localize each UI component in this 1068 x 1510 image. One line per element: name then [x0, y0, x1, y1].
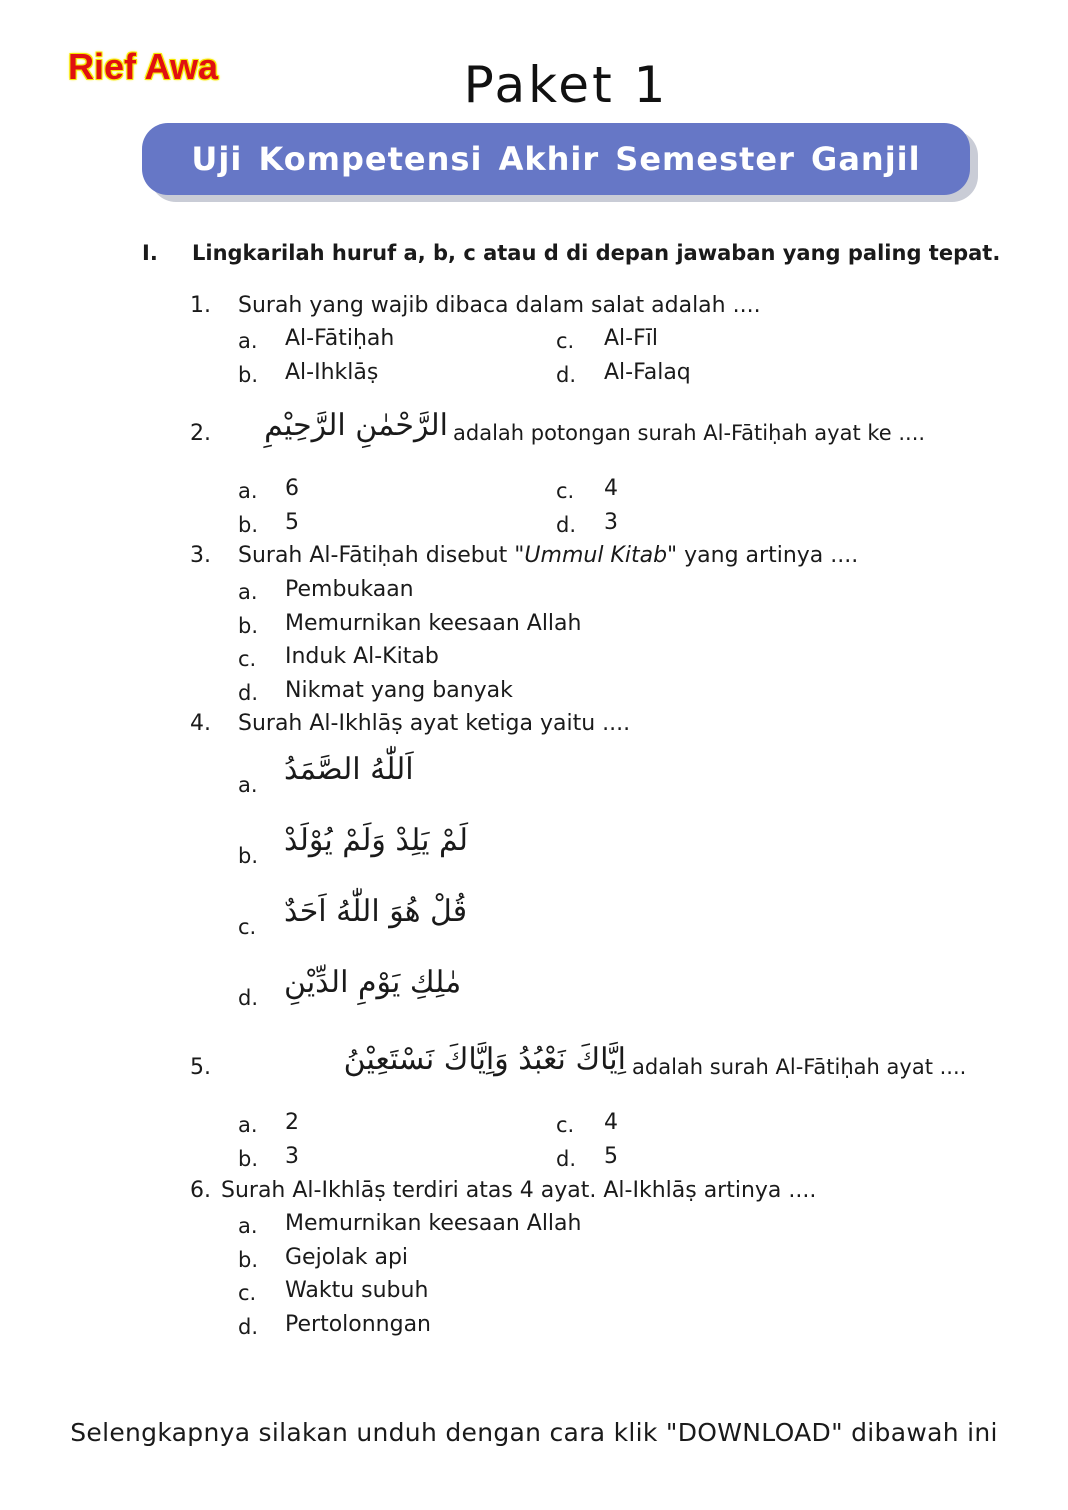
- q6-label-b: b.: [238, 1248, 259, 1272]
- question-2-number: 2.: [190, 421, 211, 446]
- q5-label-a: a.: [238, 1113, 258, 1137]
- q3-label-d: d.: [238, 681, 259, 705]
- q5-arabic-text: اِيَّاكَ نَعْبُدُ وَاِيَّاكَ نَسْتَعِيْنُ: [343, 1042, 626, 1077]
- q1-label-c: c.: [556, 329, 575, 353]
- question-6-number: 6.: [190, 1178, 211, 1203]
- exam-banner: Uji Kompetensi Akhir Semester Ganjil: [142, 123, 970, 195]
- q2-label-a: a.: [238, 479, 258, 503]
- q4-label-a: a.: [238, 773, 258, 797]
- q5-label-d: d.: [556, 1147, 577, 1171]
- q6-option-a: Memurnikan keesaan Allah: [285, 1211, 582, 1236]
- q3-option-b: Memurnikan keesaan Allah: [285, 611, 582, 636]
- q3-option-c: Induk Al-Kitab: [285, 644, 439, 669]
- q1-label-d: d.: [556, 363, 577, 387]
- q4-option-a-arabic: اَللّٰهُ الصَّمَدُ: [284, 752, 414, 787]
- question-6-text: Surah Al-Ikhlāṣ terdiri atas 4 ayat. Al-Ikhlāṣ artinya ....: [221, 1178, 817, 1203]
- q3-text-after: " yang artinya ....: [667, 543, 859, 568]
- section-text: Lingkarilah huruf a, b, c atau d di depan jawaban yang paling tepat.: [192, 241, 1001, 265]
- q3-text-before: Surah Al-Fātiḥah disebut ": [238, 543, 525, 568]
- q5-option-a: 2: [285, 1110, 299, 1135]
- brand-watermark: Rief Awa: [68, 46, 219, 87]
- q3-label-a: a.: [238, 580, 258, 604]
- q5-label-c: c.: [556, 1113, 575, 1137]
- q3-label-c: c.: [238, 647, 257, 671]
- q1-option-c: Al-Fīl: [604, 326, 658, 351]
- q5-option-d: 5: [604, 1144, 618, 1169]
- q2-option-b: 5: [285, 510, 299, 535]
- q2-label-c: c.: [556, 479, 575, 503]
- q1-option-a: Al-Fātiḥah: [285, 326, 395, 351]
- q5-option-c: 4: [604, 1110, 618, 1135]
- question-3-text: [238, 545, 858, 567]
- q2-option-d: 3: [604, 510, 618, 535]
- q4-label-b: b.: [238, 844, 259, 868]
- q6-option-c: Waktu subuh: [285, 1278, 429, 1303]
- q6-option-d: Pertolonngan: [285, 1312, 431, 1337]
- q3-option-d: Nikmat yang banyak: [285, 678, 513, 703]
- q3-text-italic: Ummul Kitab: [524, 543, 668, 568]
- q2-option-a: 6: [285, 476, 299, 501]
- q1-option-b: Al-Ihklāṣ: [285, 360, 379, 385]
- download-prompt: Selengkapnya silakan unduh dengan cara klik "DOWNLOAD" dibawah ini: [70, 1418, 998, 1447]
- question-5-text: adalah surah Al-Fātiḥah ayat ....: [632, 1055, 967, 1079]
- question-2-text: adalah potongan surah Al-Fātiḥah ayat ke ....: [453, 421, 926, 445]
- q6-option-b: Gejolak api: [285, 1245, 409, 1270]
- q1-label-b: b.: [238, 363, 259, 387]
- section-number: I.: [142, 241, 158, 265]
- question-1-number: 1.: [190, 293, 211, 318]
- question-1-text: Surah yang wajib dibaca dalam salat adalah ....: [238, 293, 761, 318]
- q5-option-b: 3: [285, 1144, 299, 1169]
- q2-label-d: d.: [556, 513, 577, 537]
- q2-option-c: 4: [604, 476, 618, 501]
- q6-label-c: c.: [238, 1281, 257, 1305]
- q6-label-a: a.: [238, 1214, 258, 1238]
- question-5-number: 5.: [190, 1055, 211, 1080]
- question-4-text: Surah Al-Ikhlāṣ ayat ketiga yaitu ....: [238, 711, 631, 736]
- page-title: Paket 1: [463, 56, 669, 114]
- q1-option-d: Al-Falaq: [604, 360, 691, 385]
- q2-label-b: b.: [238, 513, 259, 537]
- q5-label-b: b.: [238, 1147, 259, 1171]
- q2-arabic-text: الرَّحْمٰنِ الرَّحِيْمِ: [264, 408, 448, 443]
- question-3-number: 3.: [190, 543, 211, 568]
- q3-option-a: Pembukaan: [285, 577, 414, 602]
- q6-label-d: d.: [238, 1315, 259, 1339]
- q3-label-b: b.: [238, 614, 259, 638]
- question-4-number: 4.: [190, 711, 211, 736]
- q4-option-d-arabic: مٰلِكِ يَوْمِ الدِّيْنِ: [284, 965, 462, 1000]
- q1-label-a: a.: [238, 329, 258, 353]
- q4-option-c-arabic: قُلْ هُوَ اللّٰهُ اَحَدٌ: [284, 894, 468, 929]
- q4-label-d: d.: [238, 986, 259, 1010]
- q4-option-b-arabic: لَمْ يَلِدْ وَلَمْ يُوْلَدْ: [284, 823, 469, 858]
- q4-label-c: c.: [238, 915, 257, 939]
